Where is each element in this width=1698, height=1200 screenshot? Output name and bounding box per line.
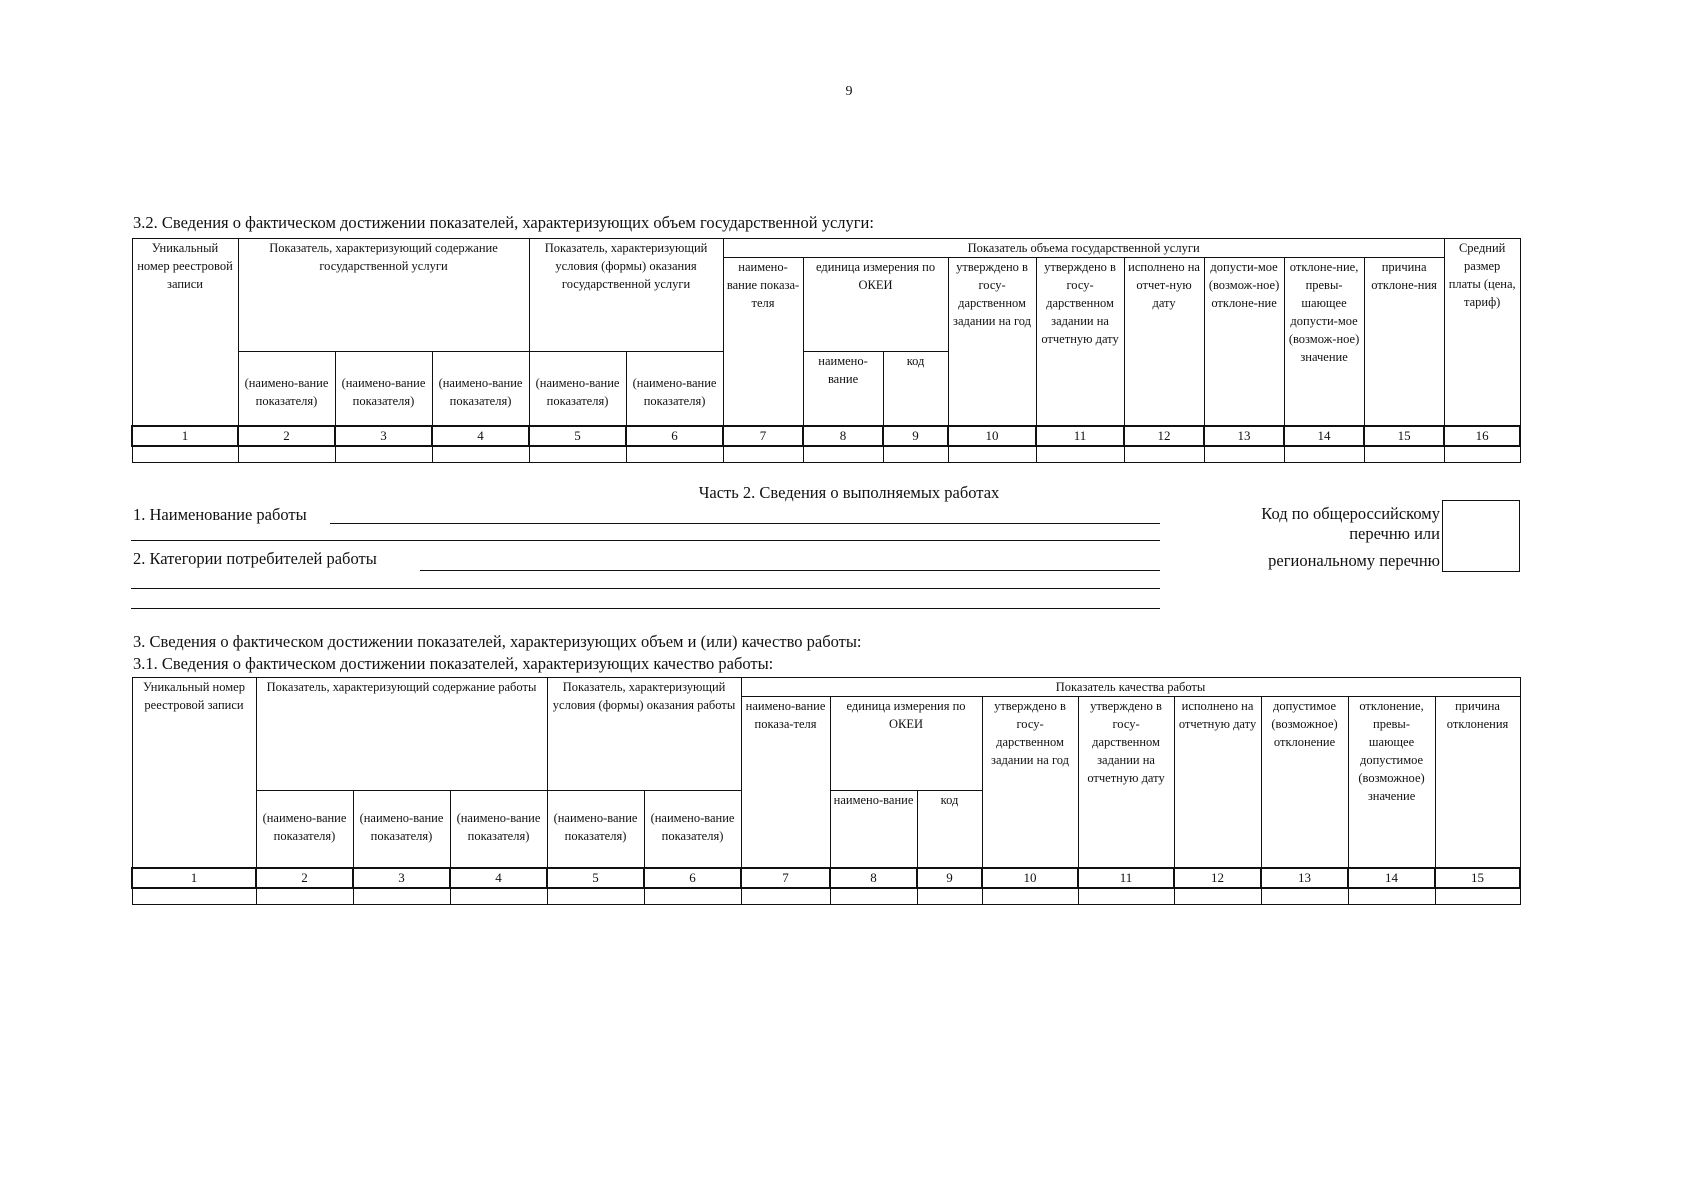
table-cell[interactable] <box>982 888 1078 905</box>
column-number: 2 <box>256 868 353 888</box>
header-sub-name-6: (наимено-вание показателя) <box>626 352 723 426</box>
header-allowed-deviation: допусти-мое (возмож-ное) отклоне-ние <box>1204 258 1284 426</box>
column-number: 3 <box>353 868 450 888</box>
table-cell[interactable] <box>1435 888 1520 905</box>
column-number: 15 <box>1435 868 1520 888</box>
header-approved-date: утверждено в госу-дарственном задании на отчетную дату <box>1036 258 1124 426</box>
header-indicator-name: наимено-вание показа-теля <box>741 697 830 868</box>
table-cell[interactable] <box>917 888 982 905</box>
code-label-line: Код по общероссийскому <box>1261 504 1440 523</box>
section-3-title: 3. Сведения о фактическом достижении показателей, характеризующих объем и (или) качество работы: <box>133 632 862 651</box>
table-cell[interactable] <box>1078 888 1174 905</box>
header-unit-name: наимено-вание <box>803 352 883 426</box>
column-number: 7 <box>723 426 803 446</box>
header-unit-code: код <box>883 352 948 426</box>
table-cell[interactable] <box>132 888 256 905</box>
header-deviation-reason: причина отклоне-ния <box>1364 258 1444 426</box>
header-sub-name-2: (наимено-вание показателя) <box>256 791 353 868</box>
column-number: 8 <box>830 868 917 888</box>
column-number: 14 <box>1348 868 1435 888</box>
header-volume-indicator: Показатель объема государственной услуги <box>723 239 1444 258</box>
column-number: 2 <box>238 426 335 446</box>
table-cell[interactable] <box>132 446 238 463</box>
header-executed-date: исполнено на отчет-ную дату <box>1124 258 1204 426</box>
code-label-line: региональному перечню <box>1268 551 1440 570</box>
table-cell[interactable] <box>830 888 917 905</box>
table-cell[interactable] <box>723 446 803 463</box>
table-cell[interactable] <box>1261 888 1348 905</box>
table-cell[interactable] <box>1204 446 1284 463</box>
table-cell[interactable] <box>1348 888 1435 905</box>
table-cell[interactable] <box>1174 888 1261 905</box>
column-number: 11 <box>1036 426 1124 446</box>
table-cell[interactable] <box>626 446 723 463</box>
header-sub-name-4: (наимено-вание показателя) <box>450 791 547 868</box>
header-unique-number: Уникальный номер реестровой записи <box>132 678 256 868</box>
column-number: 10 <box>982 868 1078 888</box>
header-content-indicator: Показатель, характеризующий содержание работы <box>256 678 547 791</box>
table-cell[interactable] <box>353 888 450 905</box>
header-sub-name-5: (наимено-вание показателя) <box>529 352 626 426</box>
table-cell[interactable] <box>1036 446 1124 463</box>
column-number: 7 <box>741 868 830 888</box>
column-number: 9 <box>883 426 948 446</box>
table-cell[interactable] <box>948 446 1036 463</box>
column-number: 14 <box>1284 426 1364 446</box>
column-number: 5 <box>529 426 626 446</box>
work-name-line[interactable] <box>330 523 1160 524</box>
consumer-categories-line[interactable] <box>420 570 1160 571</box>
table-cell[interactable] <box>335 446 432 463</box>
header-approved-year: утверждено в госу-дарственном задании на год <box>948 258 1036 426</box>
table-cell[interactable] <box>1444 446 1520 463</box>
header-content-indicator: Показатель, характеризующий содержание государственной услуги <box>238 239 529 352</box>
table-cell[interactable] <box>803 446 883 463</box>
work-name-label: 1. Наименование работы <box>133 505 307 524</box>
code-label-line: перечню или <box>1349 524 1440 543</box>
column-number: 16 <box>1444 426 1520 446</box>
table-cell[interactable] <box>432 446 529 463</box>
header-sub-name-6: (наимено-вание показателя) <box>644 791 741 868</box>
table-cell[interactable] <box>741 888 830 905</box>
table-cell[interactable] <box>883 446 948 463</box>
column-number: 1 <box>132 426 238 446</box>
consumer-categories-label: 2. Категории потребителей работы <box>133 549 377 568</box>
header-unit-okei: единица измерения по ОКЕИ <box>803 258 948 352</box>
table-cell[interactable] <box>450 888 547 905</box>
code-label <box>1130 504 1440 571</box>
code-box[interactable] <box>1442 500 1520 572</box>
page-number: 9 <box>845 84 853 99</box>
table-cell[interactable] <box>1364 446 1444 463</box>
header-unit-code: код <box>917 791 982 868</box>
table-cell[interactable] <box>1124 446 1204 463</box>
table-row <box>132 446 1520 463</box>
header-sub-name-4: (наимено-вание показателя) <box>432 352 529 426</box>
part-2-title: Часть 2. Сведения о выполняемых работах <box>698 483 1000 502</box>
header-quality-indicator: Показатель качества работы <box>741 678 1520 697</box>
section-3-2-title: 3.2. Сведения о фактическом достижении показателей, характеризующих объем государственной услуги: <box>133 213 874 232</box>
column-number: 5 <box>547 868 644 888</box>
column-number: 11 <box>1078 868 1174 888</box>
header-deviation-reason: причина отклонения <box>1435 697 1520 868</box>
consumer-categories-line[interactable] <box>131 608 1160 609</box>
column-number: 15 <box>1364 426 1444 446</box>
header-unit-name: наимено-вание <box>830 791 917 868</box>
header-unique-number: Уникальный номер реестровой записи <box>132 239 238 426</box>
column-number: 4 <box>450 868 547 888</box>
section-3-1-title: 3.1. Сведения о фактическом достижении показателей, характеризующих качество работы: <box>133 654 774 673</box>
header-average-fee: Средний размер платы (цена, тариф) <box>1444 239 1520 426</box>
consumer-categories-line[interactable] <box>131 588 1160 589</box>
column-number: 12 <box>1174 868 1261 888</box>
table-cell[interactable] <box>644 888 741 905</box>
column-number: 6 <box>626 426 723 446</box>
header-sub-name-3: (наимено-вание показателя) <box>353 791 450 868</box>
column-number: 4 <box>432 426 529 446</box>
header-executed-date: исполнено на отчетную дату <box>1174 697 1261 868</box>
header-sub-name-3: (наимено-вание показателя) <box>335 352 432 426</box>
header-approved-date: утверждено в госу-дарственном задании на отчетную дату <box>1078 697 1174 868</box>
table-cell[interactable] <box>547 888 644 905</box>
column-number: 1 <box>132 868 256 888</box>
column-number: 12 <box>1124 426 1204 446</box>
header-conditions-indicator: Показатель, характеризующий условия (формы) оказания работы <box>547 678 741 791</box>
table-cell[interactable] <box>529 446 626 463</box>
column-number: 10 <box>948 426 1036 446</box>
work-name-line[interactable] <box>131 540 1160 541</box>
column-number: 6 <box>644 868 741 888</box>
column-number: 13 <box>1204 426 1284 446</box>
column-number: 9 <box>917 868 982 888</box>
header-approved-year: утверждено в госу-дарственном задании на год <box>982 697 1078 868</box>
table-cell[interactable] <box>256 888 353 905</box>
header-sub-name-5: (наимено-вание показателя) <box>547 791 644 868</box>
column-number: 8 <box>803 426 883 446</box>
header-allowed-deviation: допустимое (возможное) отклонение <box>1261 697 1348 868</box>
header-unit-okei: единица измерения по ОКЕИ <box>830 697 982 791</box>
quality-indicators-table <box>131 677 1521 905</box>
table-row <box>132 888 1520 905</box>
header-exceeding-deviation: отклоне-ние, превы-шающее допусти-мое (возмож-ное) значение <box>1284 258 1364 426</box>
header-indicator-name: наимено-вание показа-теля <box>723 258 803 426</box>
table-cell[interactable] <box>238 446 335 463</box>
header-exceeding-deviation: отклонение, превы-шающее допустимое (возможное) значение <box>1348 697 1435 868</box>
column-number: 13 <box>1261 868 1348 888</box>
header-conditions-indicator: Показатель, характеризующий условия (формы) оказания государственной услуги <box>529 239 723 352</box>
volume-indicators-table <box>131 238 1521 463</box>
table-cell[interactable] <box>1284 446 1364 463</box>
column-number: 3 <box>335 426 432 446</box>
header-sub-name-2: (наимено-вание показателя) <box>238 352 335 426</box>
